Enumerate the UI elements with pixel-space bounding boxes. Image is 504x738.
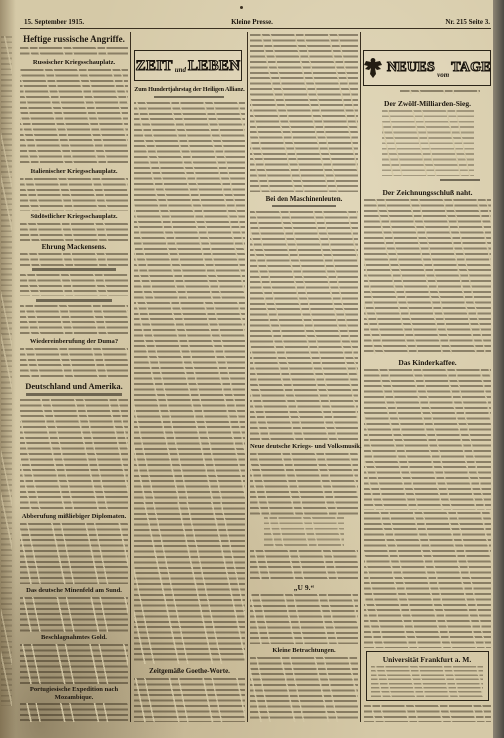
masthead-word: und — [174, 66, 186, 74]
text-lines — [134, 502, 245, 664]
section-heading: Abberufung mißliebiger Diplomaten. — [21, 513, 127, 520]
zeit-und-leben-masthead — [134, 50, 242, 81]
text-lines — [250, 34, 358, 192]
text-lines — [20, 274, 128, 296]
feature-title: Zum Hundertjahrstag der Heiligen Allianz. — [134, 86, 245, 93]
masthead-word: ZEIT — [135, 57, 173, 74]
text-lines — [20, 47, 128, 57]
section-heading: „U 9.“ — [293, 583, 315, 592]
illegible-subheading — [36, 299, 112, 302]
text-lines — [20, 253, 128, 266]
poem-lines — [382, 110, 474, 176]
text-lines — [364, 705, 491, 722]
text-lines — [134, 678, 245, 722]
masthead-word: TAGE — [451, 60, 492, 75]
section-heading: Das deutsche Minenfeld am Sund. — [26, 587, 122, 594]
text-lines — [250, 594, 358, 644]
text-lines — [20, 703, 128, 722]
section-heading: Kleine Betrachtungen. — [272, 647, 336, 654]
issue-date: 15. September 1915. — [24, 18, 85, 26]
university-notice-box — [366, 651, 489, 701]
text-lines — [364, 512, 491, 648]
text-lines — [134, 102, 245, 300]
text-lines — [20, 69, 128, 166]
text-lines — [20, 597, 128, 632]
text-lines — [20, 305, 128, 336]
text-lines — [364, 199, 491, 354]
adjacent-page-text — [1, 36, 12, 706]
column-rule — [247, 32, 248, 722]
illegible-subheading — [32, 268, 116, 271]
section-heading: Der Zeichnungsschluß naht. — [382, 188, 473, 197]
illegible-signature — [440, 179, 480, 181]
text-lines — [20, 178, 128, 211]
punch-mark — [240, 6, 243, 9]
section-heading: Südöstlicher Kriegsschauplatz. — [30, 213, 118, 220]
notice-title: Universität Frankfurt a. M. — [382, 655, 472, 664]
text-lines — [250, 550, 358, 580]
text-lines — [20, 644, 128, 684]
neues-vom-tage-masthead — [363, 50, 491, 86]
text-lines — [20, 348, 128, 378]
illegible-subheading — [272, 205, 336, 207]
page-number: Nr. 215 Seite 3. — [445, 18, 490, 26]
section-heading: Ehrung Mackensens. — [41, 243, 107, 251]
header-rule — [20, 28, 491, 29]
dateline — [400, 90, 480, 94]
illegible-subheading — [26, 393, 122, 396]
text-lines — [250, 211, 358, 440]
section-heading: Wiedereinberufung der Duma? — [29, 338, 119, 345]
illegible-byline — [154, 96, 224, 98]
masthead-word: vom — [437, 71, 450, 79]
section-heading: Portugiesische Expedition nach Mozambique. — [29, 686, 119, 701]
section-heading: Deutschland und Amerika. — [25, 381, 123, 391]
text-lines — [364, 369, 491, 510]
section-heading: Italienischer Kriegsschauplatz. — [30, 168, 118, 175]
text-lines — [134, 302, 245, 500]
section-heading: Zeitgemäße Goethe-Worte. — [149, 667, 230, 675]
text-lines — [371, 666, 483, 697]
headline: Heftige russische Angriffe. — [23, 34, 125, 44]
poem-lines — [264, 517, 344, 548]
text-lines — [20, 223, 128, 241]
eagle-icon — [363, 56, 383, 80]
section-heading: Bei den Maschinenleuten. — [265, 195, 343, 203]
column-rule — [360, 32, 361, 722]
section-heading: Der Zwölf-Milliarden-Sieg. — [384, 99, 471, 108]
section-heading: Russischer Kriegsschauplatz. — [32, 59, 116, 66]
scanner-border — [493, 0, 504, 738]
text-lines — [250, 657, 358, 722]
section-heading: Neue deutsche Kriegs- und Volksmusik. — [250, 443, 362, 450]
newspaper-title: Kleine Presse. — [231, 18, 273, 26]
section-heading: Beschlagnahmtes Gold. — [41, 634, 107, 641]
section-heading: Das Kinderkaffee. — [398, 358, 457, 367]
text-lines — [20, 523, 128, 584]
column-rule — [130, 32, 131, 722]
masthead-word: NEUES — [386, 60, 436, 75]
text-lines — [250, 453, 358, 515]
text-lines — [20, 399, 128, 511]
masthead-word: LEBEN — [188, 57, 241, 74]
